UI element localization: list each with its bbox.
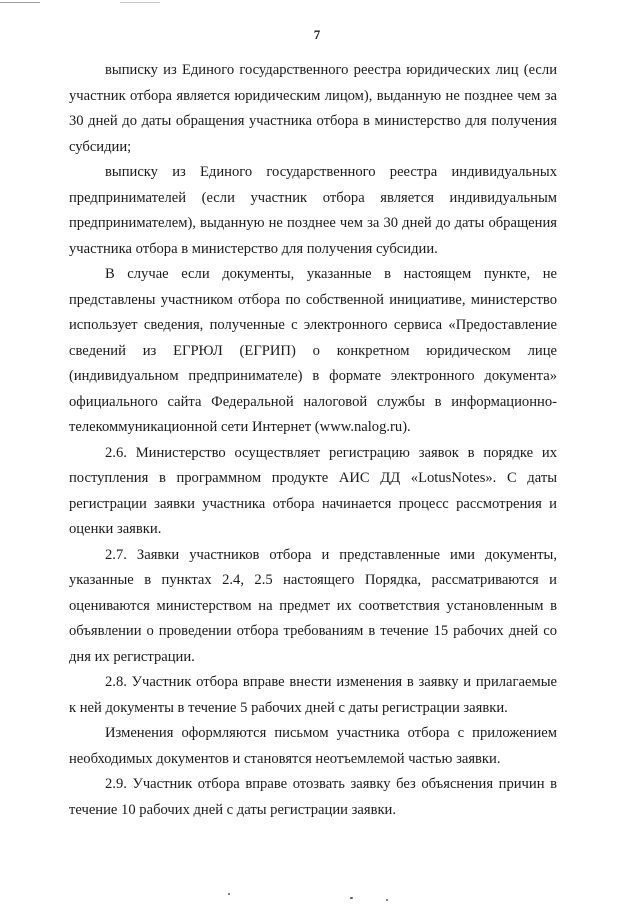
paragraph-2-9: 2.9. Участник отбора вправе отозвать заявку без объяснения причин в течение 10 рабочих дней с даты регистрации заявки. xyxy=(69,776,557,818)
page-number: 7 xyxy=(313,27,321,42)
paragraph-changes: Изменения оформляются письмом участника отбора с приложением необходимых документов и становятся неотъемлемой частью заявки. xyxy=(69,725,557,767)
paragraph-egrip-extract: выписку из Единого государственного реестра индивидуальных предпринимателей (если участник отбора является индивидуальным предпринимателем), выданную не позднее чем за 30 дней до даты обращения участника отбора в министерство для получения субсидии. xyxy=(69,164,557,257)
scan-speck xyxy=(386,899,388,901)
paragraph-documents-not-submitted: В случае если документы, указанные в настоящем пункте, не представлены участником отбора по собственной инициативе, министерство использует сведения, полученные с электронного сервиса «Предоставление сведений из ЕГРЮЛ (ЕГРИП) о конкретном юридическом лице (индивидуальном предпринимателе) в формате электронного документа» официального сайта Федеральной налоговой службы в информационно-телекоммуникационной сети Интернет (www.nalog.ru). xyxy=(69,266,557,435)
paragraph-2-6: 2.6. Министерство осуществляет регистрацию заявок в порядке их поступления в программном продукте АИС ДД «LotusNotes». С даты регистрации заявки участника отбора начинается процесс рассмотрения и оценки заявки. xyxy=(69,444,557,537)
document-body xyxy=(69,58,557,823)
paragraph-2-8: 2.8. Участник отбора вправе внести изменения в заявку и прилагаемые к ней документы в течение 5 рабочих дней с даты регистрации заявки. xyxy=(69,674,557,716)
scan-edge-top xyxy=(0,2,634,3)
scan-speck xyxy=(350,897,353,899)
paragraph-egrul-extract: выписку из Единого государственного реестра юридических лиц (если участник отбора является юридическим лицом), выданную не позднее чем за 30 дней до даты обращения участника отбора в министерство для получения субсидии; xyxy=(69,62,557,155)
paragraph-2-7: 2.7. Заявки участников отбора и представленные ими документы, указанные в пунктах 2.4, 2.5 настоящего Порядка, рассматриваются и оцениваются министерством на предмет их соответствия установленным в объявлении о проведении отбора требованиям в течение 15 рабочих дней со дня их регистрации. xyxy=(69,546,557,665)
scan-speck xyxy=(228,893,230,895)
